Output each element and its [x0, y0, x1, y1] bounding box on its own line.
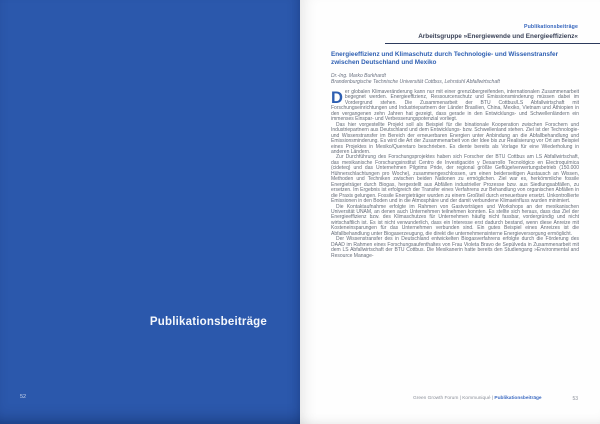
- paragraph: [331, 90, 579, 123]
- running-header: [418, 24, 578, 40]
- footer-breadcrumb-gray: Green Growth Forum | Kommuniqué |: [413, 396, 495, 401]
- article-page: [300, 0, 600, 424]
- paragraph: Die Kontaktaufnahme erfolgte im Rahmen von Gastvorträgen und Workshops an der mexikanischen Universität UNAM, an denen auch Unternehmen teilnehmen konnten. Es stellte sich heraus, dass das Ziel der Energieeffizienz bzw. des Klimaschutzes für Unternehmen häufig nicht fassbar, vordergründig und nicht wirtschaftlich ist. Es ist nicht verwunderlich, dass ein Interesse erst dadurch bestand, wenn diese Anreize mit Kosteneinsparungen für das Unternehmen verbunden sind. Ein gutes Beispiel eines Anreizes ist die Abfallbehandlung unter Biogaserzeugung, die direkt die unternehmensinterne Energieversorgung ermöglicht.: [331, 203, 579, 237]
- article-title: Energieeffizienz und Klimaschutz durch Technologie- und Wissenstransfer zwischen Deutschland und Mexiko: [331, 51, 559, 66]
- author-block: [331, 73, 579, 86]
- footer-breadcrumb: [413, 396, 542, 401]
- header-rule: [385, 43, 600, 44]
- paragraph: Der Wissenstransfer des in Deutschland entwickelten Biogasverfahrens erfolgte durch die Förderung des DAAD im Rahmen eines Forschungsaufenthaltes von Frau Violeta Bravo de Sepúlveda in Zusammenarbeit mit dem LS Abfallwirtschaft der BTU Cottbus. Die Mexikanerin hatte bereits den Studiengang »Environmental and Resource Manage-: [331, 236, 579, 259]
- chapter-title: Publikationsbeiträge: [149, 316, 267, 328]
- dropcap-letter: D: [331, 88, 343, 107]
- article-body: [331, 90, 579, 259]
- author-name: Dr.-Ing. Marko Burkhardt: [331, 72, 386, 79]
- header-kicker: Publikationsbeiträge: [523, 24, 578, 30]
- paragraph: Das hier vorgestellte Projekt soll als Beispiel für die binationale Kooperation zwischen Forschern und Industriepartnern aus Deutschland und dem Entwicklungs- bzw. Schwellenland stehen. Ziel ist der Technologie- und Wissenstransfer im Bereich der erneuerbaren Energien unter Anbindung an die Abfallbehandlung und Emissionsminderung. Es wird die Art der Zusammenarbeit von der Idee bis zur Realisierung vor Ort am Beispiel eines Projektes in Mexiko/Queretaro beschrieben. Es diente bereits als Vorlage für eine Wiederholung in anderen Ländern.: [331, 121, 579, 155]
- page-number-left: 52: [20, 394, 27, 400]
- paragraph-text: er globalen Klimaveränderung kann nur mit einer grenzübergreifenden, internationalen Zusammenarbeit begegnet werden. Energieeffizienz, Ressourcenschutz und Emissionsminderung müssen dabei im Vordergrund stehen. Die Zusammenarbeit der BTU Cottbus/LS Abfallwirtschaft mit Forschungseinrichtungen und Industriepartnern der Länder Brasilien, China, Mexiko, Vietnam und Äthiopien in den vergangenen zehn Jahren hat gezeigt, dass gerade in den Entwicklungs- und Schwellenländern ein immenses Einspar- und Verbesserungspotenzial vorliegt.: [331, 89, 579, 123]
- author-affiliation: Brandenburgische Technische Universität Cottbus, Lehrstuhl Abfallwirtschaft: [331, 78, 500, 85]
- paragraph: Zur Durchführung des Forschungsprojektes haben sich Forscher der BTU Cottbus am LS Abfallwirtschaft, das mexikanische Forschungsinstitut Centro de Investigación y Desarrollo Tecnológico en Electroquímica (cideteq) und das Unternehmen Pilgrims Pride, der regional größte Geflügelverwertungsbetrieb (150.000 Hühnerschlachtungen pro Woche), zusammengeschlossen, um einen beiderseitigen Austausch an Wissen, Methoden und Techniken zwischen beiden Nationen zu ermöglichen. Ziel war es, herkömmliche fossile Energieträger durch Biogas, hergestellt aus Abfällen industrieller Prozesse bzw. aus Siedlungsabfällen, zu ersetzen. Im Ergebnis ist erfolgreich der Transfer eines Verfahrens zur Behandlung von organischen Abfällen in die Praxis gelungen. Fossile Energieträger wurden zu einem Großteil durch erneuerbare ersetzt. Unkontrollierte Emissionen in den Boden und in die Atmosphäre und der damit verbundene Klimaeinfluss wurden minimiert.: [331, 154, 579, 205]
- header-subtitle: Arbeitsgruppe »Energiewende und Energieeffizienz«: [418, 32, 578, 40]
- page-number-right: 53: [572, 396, 578, 402]
- footer-breadcrumb-blue: Publikationsbeiträge: [494, 396, 542, 401]
